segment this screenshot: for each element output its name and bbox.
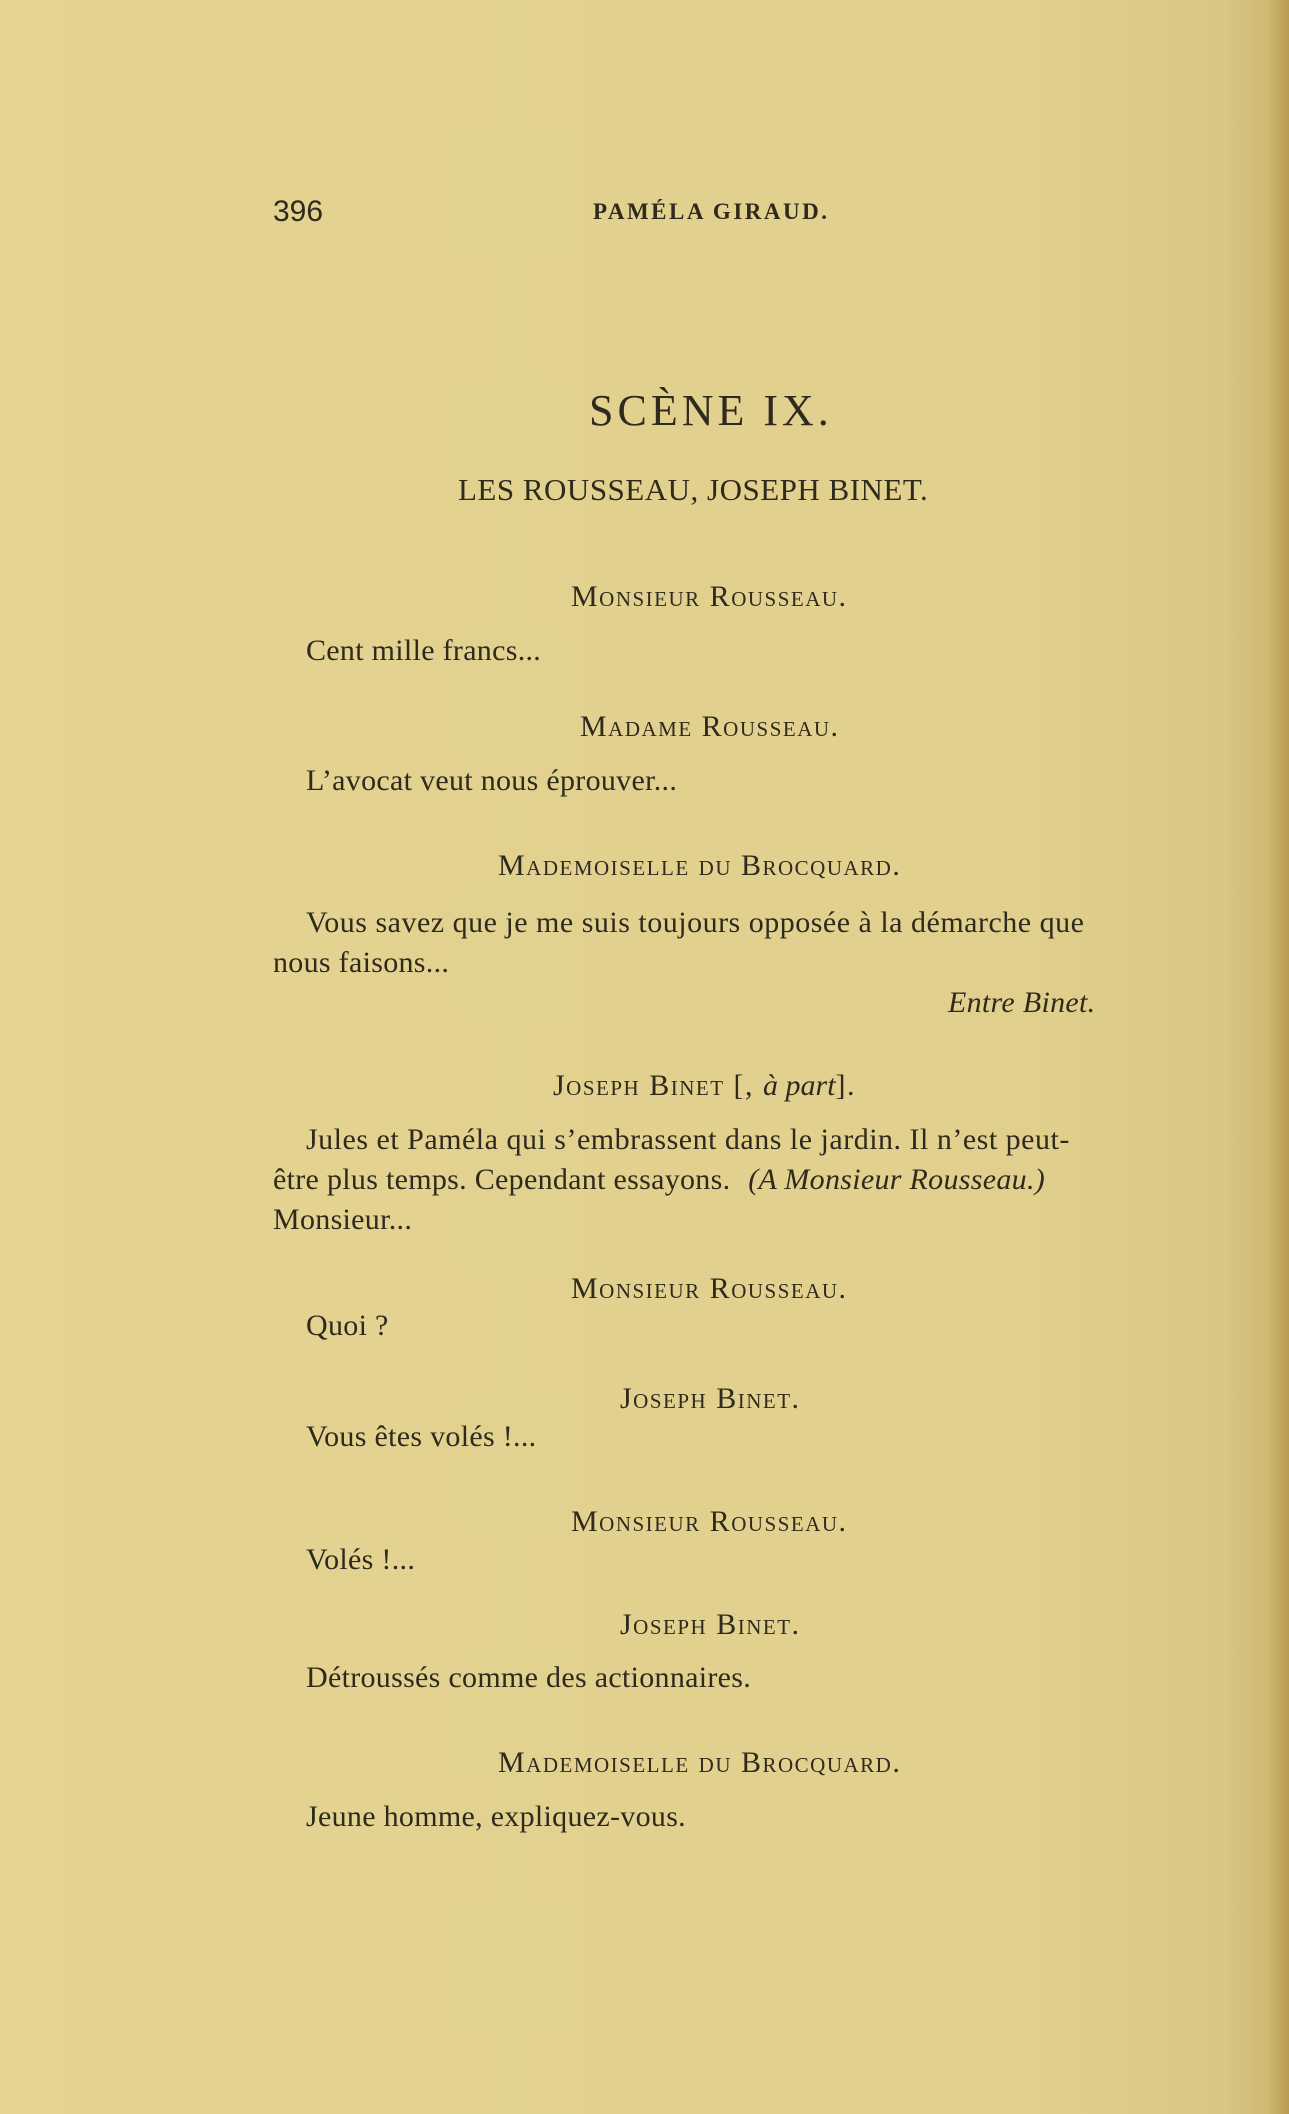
inline-stage-direction: (A Monsieur Rousseau.) bbox=[748, 1163, 1046, 1196]
speaker-name: Joseph Binet. bbox=[620, 1608, 801, 1641]
speaker-name: Monsieur Rousseau. bbox=[571, 580, 848, 613]
aside-bracket-open: [, bbox=[724, 1069, 764, 1102]
aside-bracket-close: ]. bbox=[835, 1069, 857, 1102]
speaker-name: Mademoiselle du Brocquard. bbox=[498, 1746, 902, 1779]
dialogue-line: Vous savez que je me suis toujours opposée à la démarche que bbox=[306, 906, 1085, 939]
speaker-name-text: Joseph Binet bbox=[553, 1069, 725, 1102]
dialogue-text: être plus temps. Cependant essayons. bbox=[273, 1163, 731, 1196]
speaker-name: Joseph Binet. bbox=[620, 1382, 801, 1415]
dialogue-line: Jeune homme, expliquez-vous. bbox=[306, 1800, 686, 1833]
dialogue-line: Monsieur... bbox=[273, 1203, 413, 1236]
speaker-name: Monsieur Rousseau. bbox=[571, 1505, 848, 1538]
page-edge-shadow bbox=[1269, 0, 1289, 2114]
dialogue-line: nous faisons... bbox=[273, 946, 450, 979]
scene-characters: LES ROUSSEAU, JOSEPH BINET. bbox=[458, 472, 929, 507]
speaker-aside: à part bbox=[763, 1069, 836, 1102]
dialogue-line: L’avocat veut nous éprouver... bbox=[306, 764, 678, 797]
dialogue-line bbox=[273, 1163, 1045, 1197]
dialogue-line: Jules et Paméla qui s’embrassent dans le jardin. Il n’est peut- bbox=[306, 1123, 1070, 1156]
dialogue-line: Détroussés comme des actionnaires. bbox=[306, 1661, 752, 1694]
dialogue-line: Cent mille francs... bbox=[306, 634, 542, 667]
speaker-name: Madame Rousseau. bbox=[580, 710, 840, 743]
speaker-name: Mademoiselle du Brocquard. bbox=[498, 849, 902, 882]
dialogue-line: Quoi ? bbox=[306, 1309, 389, 1342]
page-number: 396 bbox=[273, 195, 324, 228]
dialogue-line: Vous êtes volés !... bbox=[306, 1420, 537, 1453]
scene-title: SCÈNE IX. bbox=[589, 386, 833, 435]
speaker-name bbox=[553, 1069, 856, 1103]
running-title: PAMÉLA GIRAUD. bbox=[593, 199, 830, 224]
speaker-name: Monsieur Rousseau. bbox=[571, 1272, 848, 1305]
stage-direction: Entre Binet. bbox=[948, 986, 1096, 1019]
dialogue-line: Volés !... bbox=[306, 1543, 416, 1576]
